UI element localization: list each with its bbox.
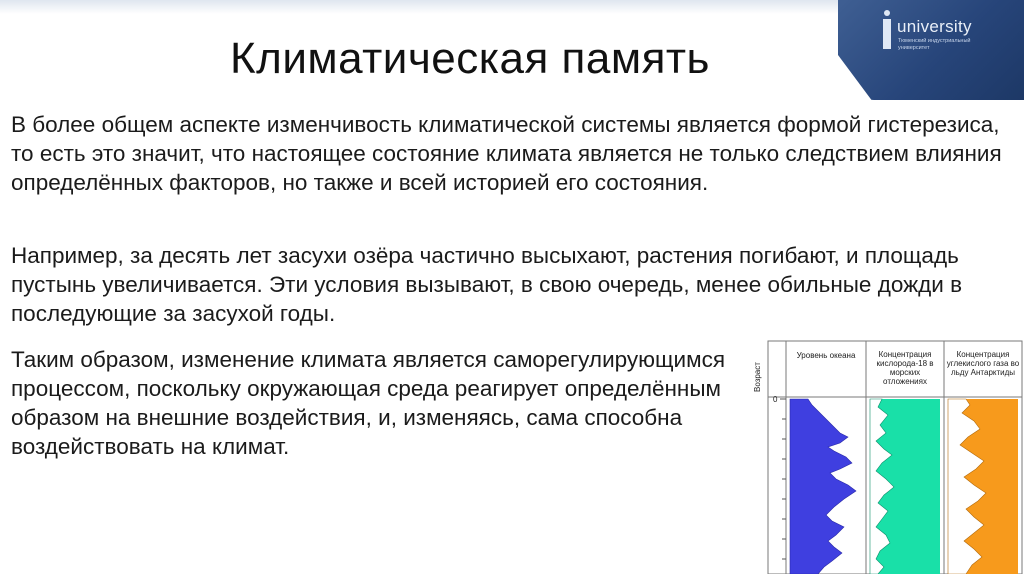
logo-wordmark: university bbox=[897, 17, 972, 36]
slide-title: Климатическая память bbox=[230, 34, 710, 83]
column-header-oxygen18: Концентрация кислорода-18 в морских отложениях bbox=[876, 350, 934, 386]
climate-records-figure bbox=[748, 339, 1024, 574]
paragraph-hysteresis: В более общем аспекте изменчивость климатической системы является формой гистерезиса, то есть это значит, что настоящее состояние климата является не только следствием влияния определённых факторов, но также и всей историей его состояния. bbox=[11, 112, 1002, 195]
column-header-co2: Концентрация углекислого газа во льду Антарктиды bbox=[946, 350, 1020, 377]
column-header-ocean-level: Уровень океана bbox=[796, 351, 856, 360]
paragraph-self-regulation: Таким образом, изменение климата является саморегулирующимся процессом, поскольку окружающая среда реагирует определённым образом на внешние воздействия, и, изменяясь, сама способна воздействовать на климат. bbox=[11, 347, 726, 459]
ocean-level-trace bbox=[790, 399, 856, 574]
zero-tick-label: 0 bbox=[773, 395, 778, 404]
age-axis-ticks bbox=[780, 399, 786, 559]
paragraph-drought-example: Например, за десять лет засухи озёра частично высыхают, растения погибают, и площадь пустынь увеличивается. Эти условия вызывают, в свою очередь, менее обильные дожди в последующие за засухой годы. bbox=[11, 243, 963, 326]
age-axis-label: Возраст bbox=[753, 362, 762, 392]
logo-subtitle: Тюменский индустриальный университет bbox=[898, 38, 971, 51]
